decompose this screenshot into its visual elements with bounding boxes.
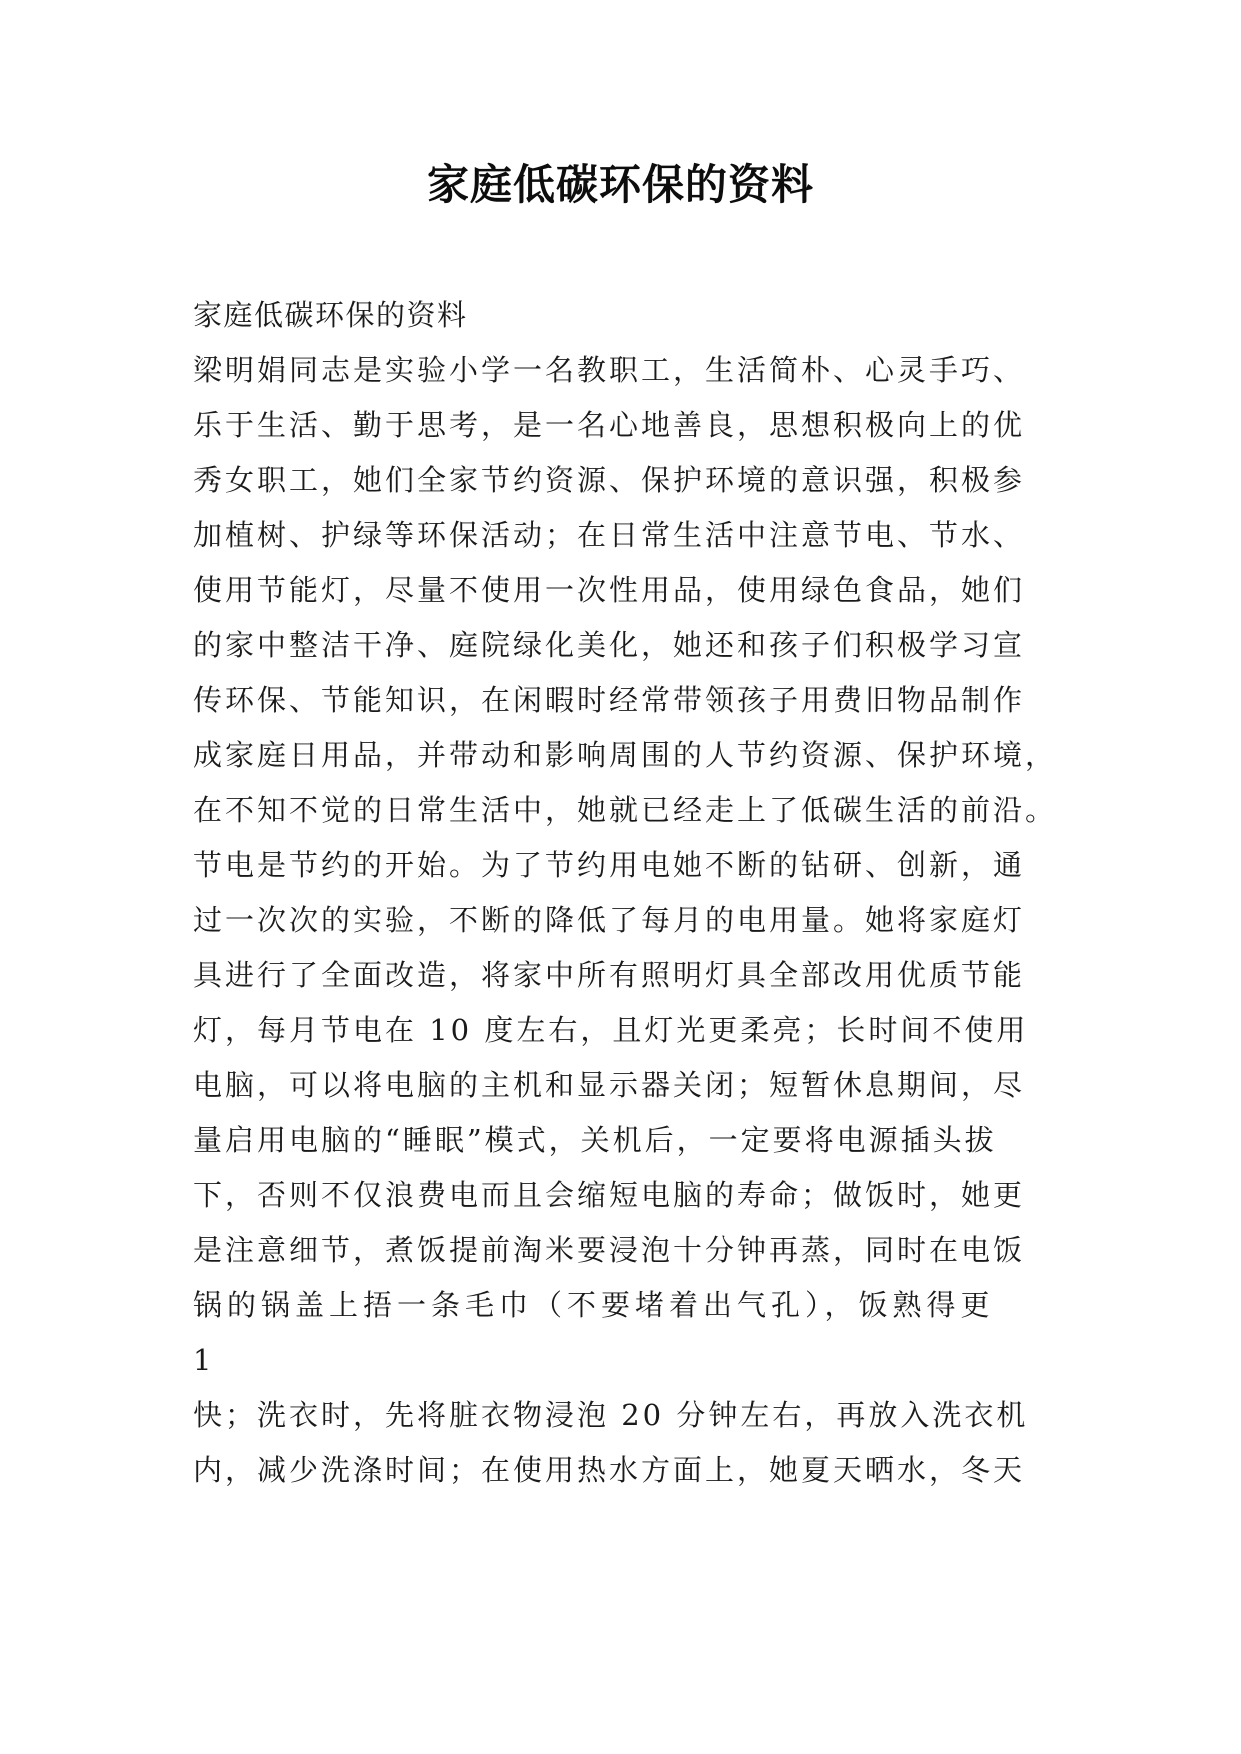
body-line: 在不知不觉的日常生活中，她就已经走上了低碳生活的前沿。	[193, 793, 1058, 827]
body-line: 的家中整洁干净、庭院绿化美化，她还和孩子们积极学习宣	[193, 628, 1026, 662]
body-line: 内，减少洗涤时间；在使用热水方面上，她夏天晒水，冬天	[193, 1453, 1026, 1487]
body-line: 乐于生活、勤于思考，是一名心地善良，思想积极向上的优	[193, 408, 1026, 442]
body-line: 灯，每月节电在 10 度左右，且灯光更柔亮；长时间不使用	[193, 1013, 1029, 1047]
body-line: 锅的锅盖上捂一条毛巾（不要堵着出气孔），饭熟得更	[193, 1288, 995, 1322]
body-line: 加植树、护绿等环保活动；在日常生活中注意节电、节水、	[193, 518, 1026, 552]
body-line: 快；洗衣时，先将脏衣物浸泡 20 分钟左右，再放入洗衣机	[193, 1398, 1029, 1432]
body-line: 量启用电脑的“睡眠”模式，关机后，一定要将电源插头拔	[193, 1123, 997, 1157]
document-body	[193, 288, 1093, 1498]
body-line: 秀女职工，她们全家节约资源、保护环境的意识强，积极参	[193, 463, 1026, 497]
body-line: 电脑，可以将电脑的主机和显示器关闭；短暂休息期间，尽	[193, 1068, 1026, 1102]
body-heading: 家庭低碳环保的资料	[193, 298, 468, 332]
document-title: 家庭低碳环保的资料	[426, 160, 814, 209]
body-line: 使用节能灯，尽量不使用一次性用品，使用绿色食品，她们	[193, 573, 1026, 607]
body-line: 具进行了全面改造，将家中所有照明灯具全部改用优质节能	[193, 958, 1026, 992]
page-number: 1	[193, 1343, 212, 1377]
body-line: 传环保、节能知识，在闲暇时经常带领孩子用费旧物品制作	[193, 683, 1026, 717]
body-line: 成家庭日用品，并带动和影响周围的人节约资源、保护环境，	[193, 738, 1058, 772]
body-line: 梁明娟同志是实验小学一名教职工，生活简朴、心灵手巧、	[193, 353, 1026, 387]
body-line: 节电是节约的开始。为了节约用电她不断的钻研、创新，通	[193, 848, 1026, 882]
body-line: 是注意细节，煮饭提前淘米要浸泡十分钟再蒸，同时在电饭	[193, 1233, 1026, 1267]
body-line: 下，否则不仅浪费电而且会缩短电脑的寿命；做饭时，她更	[193, 1178, 1026, 1212]
body-line: 过一次次的实验，不断的降低了每月的电用量。她将家庭灯	[193, 903, 1026, 937]
